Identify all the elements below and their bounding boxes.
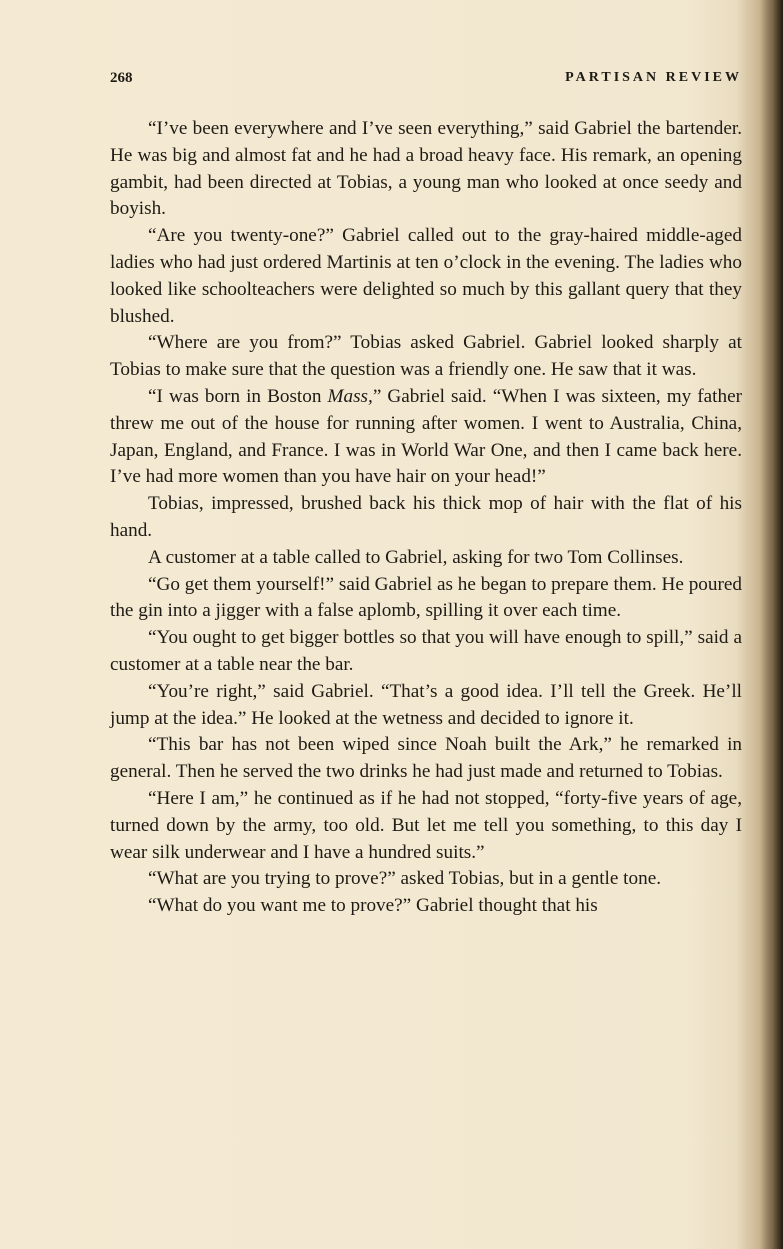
paragraph: Tobias, impressed, brushed back his thick mop of hair with the flat of his hand. xyxy=(110,493,742,541)
paragraph: “What are you trying to prove?” asked Tobias, but in a gentle tone. xyxy=(148,868,662,890)
paragraph: A customer at a table called to Gabriel, asking for two Tom Collinses. xyxy=(148,546,684,568)
paragraph: “Go get them yourself!” said Gabriel as he began to prepare them. He poured the gin into a jigger with a false aplomb, spilling it over each time. xyxy=(110,573,742,622)
page-edge-shadow xyxy=(761,0,783,1249)
paragraph: “You ought to get bigger bottles so that you will have enough to spill,” said a customer at a table near the bar. xyxy=(110,627,742,675)
paragraph: “Here I am,” he continued as if he had not stopped, “forty-five years of age, turned down by the army, too old. But let me tell you something, to this day I wear silk underwear and I have a hundred suits.” xyxy=(110,787,742,863)
paragraph: “What do you want me to prove?” Gabriel thought that his xyxy=(148,895,598,917)
paragraph: “I’ve been everywhere and I’ve seen everything,” said Gabriel the bartender. He was big and almost fat and he had a broad heavy face. His remark, an opening gambit, had been directed at Tobias, a young man who looked at once seedy and boyish. xyxy=(110,118,742,220)
paragraph: “Are you twenty-one?” Gabriel called out to the gray-haired middle-aged ladies who had just ordered Martinis at ten o’clock in the evening. The ladies who looked like schoolteachers were delighted so much by this gallant query that they blushed. xyxy=(110,225,742,327)
paragraph: “I was born in Boston Mass,” Gabriel said. “When I was sixteen, my father threw me out of the house for running after women. I went to Australia, China, Japan, England, and France. I was in World War One, and then I came back here. I’ve had more women than you have hair on your head!” xyxy=(110,385,743,488)
paragraph: “You’re right,” said Gabriel. “That’s a good idea. I’ll tell the Greek. He’ll jump at the idea.” He looked at the wetness and decided to ignore it. xyxy=(110,680,742,729)
page-header xyxy=(110,70,742,94)
running-head: PARTISAN REVIEW xyxy=(565,70,742,85)
italic-emphasis: Mass, xyxy=(327,385,373,407)
paragraph: “This bar has not been wiped since Noah built the Ark,” he remarked in general. Then he served the two drinks he had just made and returned to Tobias. xyxy=(110,734,742,783)
page-number: 268 xyxy=(110,70,133,86)
paragraph: “Where are you from?” Tobias asked Gabriel. Gabriel looked sharply at Tobias to make sure that the question was a friendly one. He saw that it was. xyxy=(110,332,742,381)
body-text xyxy=(110,116,742,920)
